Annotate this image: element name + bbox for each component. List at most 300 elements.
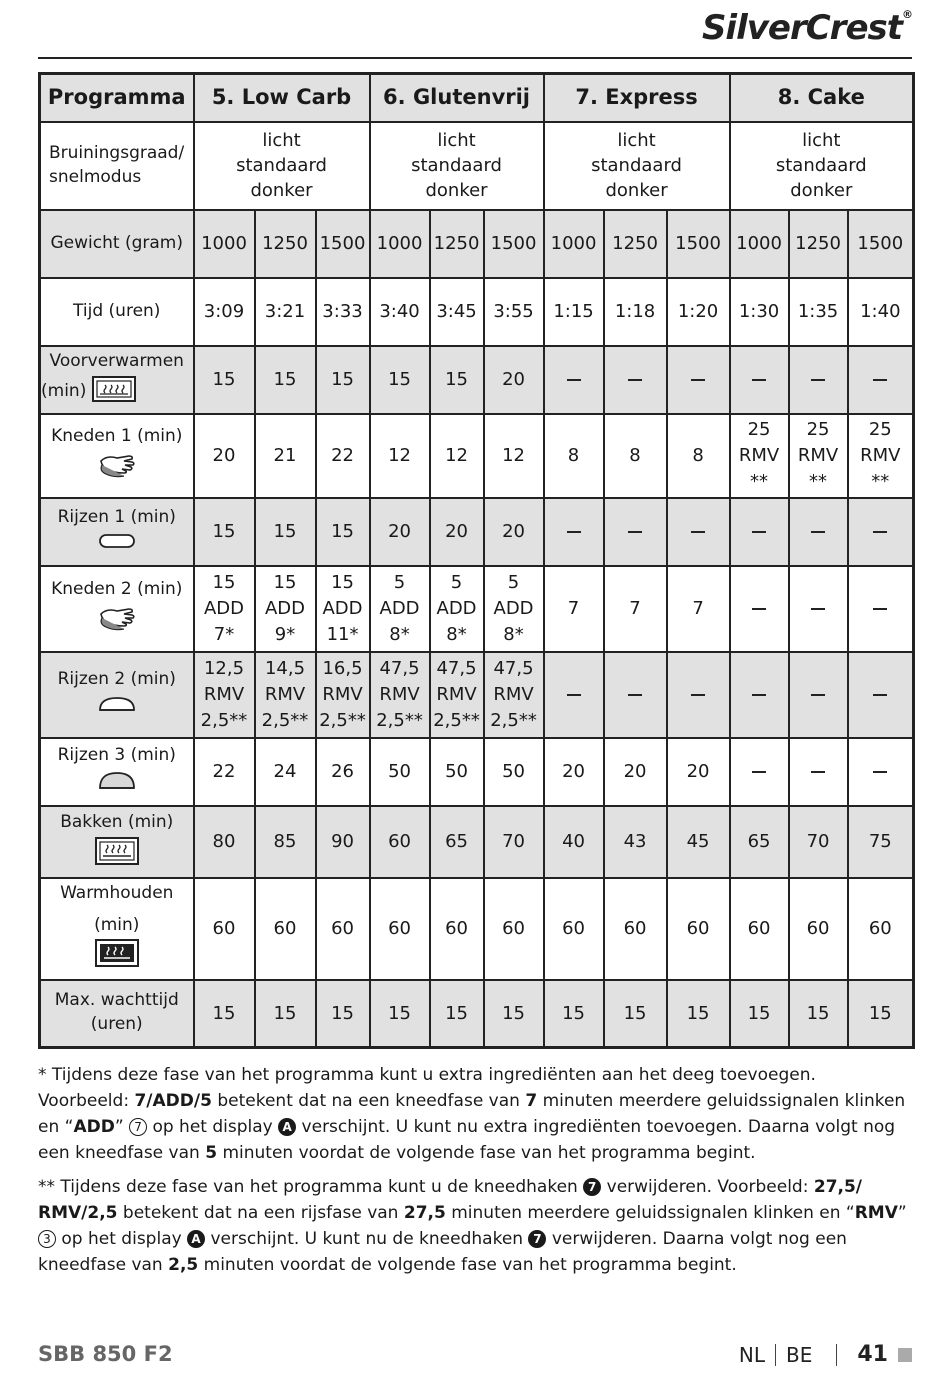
footer-model-number: SBB 850 F2 (38, 1342, 173, 1366)
table-cell: 60 (370, 806, 430, 878)
browning-option: standaard (411, 154, 502, 176)
table-cell (194, 652, 255, 738)
browning-option: licht (262, 129, 301, 151)
preheat-icon (92, 376, 136, 410)
table-cell: 12 (484, 414, 544, 498)
table-cell: 75 (848, 806, 914, 878)
dough-rise-high-icon (41, 770, 193, 800)
table-cell: 7 (544, 566, 604, 652)
table-cell: 15 (255, 498, 316, 566)
row-label-line: Kneden 1 (min) (51, 425, 183, 446)
table-cell: 8 (667, 414, 730, 498)
dash-mark (628, 531, 642, 533)
table-cell (667, 652, 730, 738)
row-label-line: Rijzen 2 (min) (57, 668, 176, 689)
table-cell (789, 738, 848, 806)
table-cell: 60 (194, 878, 255, 980)
footer-page-info (739, 1342, 912, 1367)
cell-line: 47,5 (436, 657, 477, 679)
note-text: verschijnt. U kunt nu extra ingrediënten toevoegen. Daarna volgt nog een kneedfase van (38, 1117, 896, 1163)
browning-option: licht (802, 129, 841, 151)
note-bold: 7/ADD/5 (134, 1091, 212, 1111)
table-cell: 1500 (848, 210, 914, 278)
table-cell: 15 (544, 980, 604, 1048)
circled-number-7-icon: 7 (583, 1178, 601, 1196)
table-cell: 15 (789, 980, 848, 1048)
table-cell: 60 (316, 878, 370, 980)
table-cell: 20 (667, 738, 730, 806)
note-bold: 2,5 (168, 1255, 199, 1275)
row-label-bake (40, 806, 194, 878)
circled-letter-a-icon: A (187, 1230, 205, 1248)
browning-label-line: snelmodus (49, 166, 142, 187)
dash-mark (873, 771, 887, 773)
note-text: ** Tijdens deze fase van het programma kunt u de kneedhaken (38, 1177, 584, 1197)
table-cell: 20 (484, 346, 544, 414)
table-cell: 85 (255, 806, 316, 878)
browning-option: standaard (775, 154, 867, 176)
table-cell (604, 498, 667, 566)
table-cell: 60 (370, 878, 430, 980)
cell-line: 15 (212, 571, 236, 593)
row-label-line: Gewicht (gram) (50, 232, 183, 253)
circled-number-7-icon: 7 (129, 1118, 147, 1136)
circled-number-7-icon: 7 (528, 1230, 546, 1248)
cell-line: ADD (493, 597, 534, 619)
bake-icon (41, 837, 193, 873)
table-row-rise1 (40, 498, 914, 566)
cell-line: ADD (203, 597, 245, 619)
dash-mark (752, 771, 766, 773)
dash-mark (873, 608, 887, 610)
row-label-time (40, 278, 194, 346)
row-label-line-text: (min) (41, 380, 87, 401)
note-text: verwijderen. Voorbeeld: (601, 1177, 814, 1197)
note-bold: 5 (205, 1143, 218, 1163)
cell-line: 2,5** (200, 709, 248, 731)
note-bold: 27,5/ RMV/2,5 (38, 1177, 863, 1223)
cell-line: ADD (322, 597, 363, 619)
table-cell (848, 652, 914, 738)
note-text: minuten meerdere geluidssignalen klinken en “ (445, 1203, 855, 1223)
circled-letter-a-icon: A (278, 1118, 296, 1136)
dash-mark (567, 531, 581, 533)
table-cell: 1:15 (544, 278, 604, 346)
cell-line: ADD (436, 597, 477, 619)
table-cell: 3:55 (484, 278, 544, 346)
browning-options (194, 122, 370, 210)
table-cell (604, 652, 667, 738)
table-cell (544, 346, 604, 414)
table-cell: 65 (430, 806, 484, 878)
table-cell (848, 498, 914, 566)
cell-line: RMV (797, 444, 839, 466)
table-cell: 15 (430, 980, 484, 1048)
cell-line: RMV (738, 444, 780, 466)
header-program-7: 7. Express (544, 74, 730, 122)
table-cell (316, 566, 370, 652)
table-cell: 1250 (604, 210, 667, 278)
cell-line: 8* (446, 623, 467, 645)
table-cell: 65 (730, 806, 789, 878)
table-cell (370, 566, 430, 652)
dough-rise-mid-icon (41, 694, 193, 722)
table-cell: 20 (544, 738, 604, 806)
header-programma: Programma (40, 74, 194, 122)
table-cell: 15 (848, 980, 914, 1048)
row-label-line: Tijd (uren) (73, 300, 161, 321)
table-cell (730, 738, 789, 806)
note-text: minuten meerdere geluidssignalen klinken en “ (38, 1091, 906, 1137)
table-cell: 15 (667, 980, 730, 1048)
table-cell (848, 346, 914, 414)
dash-mark (752, 608, 766, 610)
table-cell (789, 566, 848, 652)
knead-hand-icon (41, 451, 193, 487)
table-cell (848, 738, 914, 806)
row-label-line: Rijzen 3 (min) (57, 744, 176, 765)
table-cell (730, 346, 789, 414)
table-cell: 90 (316, 806, 370, 878)
table-cell (484, 652, 544, 738)
keep-warm-icon (41, 939, 193, 975)
row-label-line: Voorverwarmen (49, 350, 184, 371)
footnotes (38, 1062, 912, 1286)
table-cell: 8 (544, 414, 604, 498)
cell-line: 9* (274, 623, 296, 645)
table-cell (730, 566, 789, 652)
table-cell: 50 (484, 738, 544, 806)
cell-line: RMV (860, 444, 901, 466)
row-label-line: Rijzen 1 (min) (57, 506, 176, 527)
table-cell: 26 (316, 738, 370, 806)
table-cell: 1:40 (848, 278, 914, 346)
table-cell: 60 (730, 878, 789, 980)
footer-square-marker (898, 1348, 912, 1362)
table-cell: 1000 (194, 210, 255, 278)
note-text: minuten voordat de volgende fase van het programma begint. (217, 1143, 756, 1163)
table-cell: 15 (194, 980, 255, 1048)
browning-option: licht (437, 129, 476, 151)
table-row-preheat (40, 346, 914, 414)
table-cell: 60 (544, 878, 604, 980)
table-cell (484, 566, 544, 652)
table-cell: 15 (194, 498, 255, 566)
cell-line: 25 (806, 418, 830, 440)
knead-hand-icon (41, 604, 193, 640)
browning-option: donker (605, 180, 668, 202)
table-cell: 1:35 (789, 278, 848, 346)
cell-line: 5 (507, 571, 520, 593)
table-row-maxwait (40, 980, 914, 1048)
row-label-knead1 (40, 414, 194, 498)
note-text: ” (897, 1203, 907, 1223)
table-cell: 15 (484, 980, 544, 1048)
browning-option: donker (425, 180, 488, 202)
table-cell (430, 652, 484, 738)
table-cell (848, 414, 914, 498)
cell-line: 2,5** (261, 709, 309, 731)
dash-mark (691, 379, 705, 381)
browning-options (544, 122, 730, 210)
footer-page-number: 41 (857, 1342, 888, 1367)
cell-line: 8* (503, 623, 524, 645)
table-cell: 15 (194, 346, 255, 414)
table-cell: 21 (255, 414, 316, 498)
row-label-rise1 (40, 498, 194, 566)
table-cell: 20 (484, 498, 544, 566)
table-cell: 1000 (544, 210, 604, 278)
table-cell: 60 (430, 878, 484, 980)
table-cell: 60 (484, 878, 544, 980)
table-cell: 7 (667, 566, 730, 652)
browning-options (370, 122, 544, 210)
cell-line: ADD (379, 597, 420, 619)
browning-option: standaard (236, 154, 327, 176)
note-bold: 27,5 (403, 1203, 446, 1223)
top-divider (38, 57, 912, 59)
browning-option: donker (250, 180, 313, 202)
table-cell (667, 346, 730, 414)
cell-line: 5 (393, 571, 406, 593)
table-cell: 50 (370, 738, 430, 806)
table-cell (544, 652, 604, 738)
table-cell: 20 (370, 498, 430, 566)
program-table (38, 72, 915, 1049)
table-cell (789, 414, 848, 498)
row-label-line: (min) (94, 914, 140, 935)
note-text: ” (114, 1117, 130, 1137)
table-cell: 15 (255, 980, 316, 1048)
table-cell: 50 (430, 738, 484, 806)
table-cell: 60 (667, 878, 730, 980)
table-cell (544, 498, 604, 566)
table-cell: 15 (316, 498, 370, 566)
table-cell: 3:21 (255, 278, 316, 346)
table-cell: 1:20 (667, 278, 730, 346)
table-cell: 1500 (667, 210, 730, 278)
dash-mark (628, 694, 642, 696)
note-text: betekent dat na een kneedfase van (211, 1091, 526, 1111)
row-label-weight (40, 210, 194, 278)
table-cell: 24 (255, 738, 316, 806)
cell-line: 2,5** (376, 709, 423, 731)
table-cell: 70 (789, 806, 848, 878)
note-bold: ADD (73, 1117, 115, 1137)
row-label-line: Kneden 2 (min) (51, 578, 183, 599)
table-cell: 15 (316, 346, 370, 414)
browning-option: standaard (591, 154, 682, 176)
brand-logo: SilverCrest® (701, 8, 912, 48)
table-cell (730, 498, 789, 566)
footnote-rmv (38, 1174, 912, 1278)
cell-line: RMV (379, 683, 420, 705)
table-cell: 3:33 (316, 278, 370, 346)
cell-line: 15 (273, 571, 297, 593)
table-cell (316, 652, 370, 738)
table-cell: 1250 (789, 210, 848, 278)
row-label-knead2 (40, 566, 194, 652)
cell-line: 2,5** (319, 709, 366, 731)
cell-line: 14,5 (264, 657, 306, 679)
dash-mark (811, 531, 825, 533)
table-cell: 40 (544, 806, 604, 878)
table-cell (255, 652, 316, 738)
table-cell: 15 (316, 980, 370, 1048)
dash-mark (752, 379, 766, 381)
dash-mark (567, 379, 581, 381)
row-label-line: Bakken (min) (60, 811, 174, 832)
dash-mark (752, 694, 766, 696)
cell-line: 2,5** (433, 709, 480, 731)
table-cell (194, 566, 255, 652)
table-cell: 20 (604, 738, 667, 806)
footer-lang-nl: NL (738, 1342, 766, 1367)
dash-mark (811, 694, 825, 696)
footnote-add (38, 1062, 912, 1166)
table-cell: 7 (604, 566, 667, 652)
table-cell: 3:09 (194, 278, 255, 346)
table-cell: 1500 (316, 210, 370, 278)
cell-line: 47,5 (379, 657, 420, 679)
header-program-5: 5. Low Carb (194, 74, 370, 122)
table-cell: 15 (604, 980, 667, 1048)
dash-mark (811, 608, 825, 610)
cell-line: ** (809, 470, 828, 492)
table-cell: 60 (604, 878, 667, 980)
table-cell: 1000 (730, 210, 789, 278)
table-cell: 8 (604, 414, 667, 498)
table-row-knead2 (40, 566, 914, 652)
row-label-preheat (40, 346, 194, 414)
table-cell (667, 498, 730, 566)
note-text: op het display (147, 1117, 279, 1137)
cell-line: 5 (450, 571, 463, 593)
table-cell (789, 498, 848, 566)
row-label-line: Max. wachttijd (54, 990, 179, 1011)
cell-line: RMV (203, 683, 245, 705)
table-cell (789, 346, 848, 414)
table-row-time (40, 278, 914, 346)
table-cell: 15 (370, 980, 430, 1048)
dash-mark (811, 379, 825, 381)
dash-mark (628, 379, 642, 381)
brand-logo-text: SilverCrest (701, 8, 902, 48)
header-program-8: 8. Cake (730, 74, 914, 122)
cell-line: RMV (493, 683, 534, 705)
cell-line: RMV (322, 683, 363, 705)
dash-mark (691, 694, 705, 696)
cell-line: ADD (264, 597, 306, 619)
table-row-weight (40, 210, 914, 278)
dash-mark (567, 694, 581, 696)
table-cell (848, 566, 914, 652)
dash-mark (873, 379, 887, 381)
table-cell: 3:40 (370, 278, 430, 346)
browning-label (40, 122, 194, 210)
cell-line: 12,5 (203, 657, 245, 679)
table-cell: 45 (667, 806, 730, 878)
table-cell: 15 (430, 346, 484, 414)
dash-mark (873, 694, 887, 696)
row-label-maxwait (40, 980, 194, 1048)
row-label-line (41, 374, 193, 410)
table-cell: 60 (848, 878, 914, 980)
table-cell: 60 (255, 878, 316, 980)
table-cell: 1000 (370, 210, 430, 278)
note-bold: 7 (525, 1091, 538, 1111)
table-cell: 60 (789, 878, 848, 980)
circled-number-3-icon: 3 (38, 1230, 56, 1248)
dash-mark (811, 771, 825, 773)
table-cell: 3:45 (430, 278, 484, 346)
table-row-rise3 (40, 738, 914, 806)
cell-line: RMV (264, 683, 306, 705)
note-text: betekent dat na een rijsfase van (117, 1203, 404, 1223)
table-cell: 1250 (255, 210, 316, 278)
footer-lang-be: BE (786, 1342, 813, 1367)
cell-line: 25 (868, 418, 892, 440)
cell-line: ** (871, 470, 890, 492)
note-text: op het display (56, 1229, 188, 1249)
table-cell (255, 566, 316, 652)
table-row-bake (40, 806, 914, 878)
cell-line: 7* (213, 623, 235, 645)
table-cell: 20 (430, 498, 484, 566)
table-cell: 15 (255, 346, 316, 414)
browning-option: donker (790, 180, 853, 202)
browning-options (730, 122, 914, 210)
cell-line: ** (750, 470, 769, 492)
note-text: verschijnt. U kunt nu de kneedhaken (205, 1229, 529, 1249)
table-cell: 15 (730, 980, 789, 1048)
dash-mark (873, 531, 887, 533)
table-cell (730, 652, 789, 738)
table-cell (430, 566, 484, 652)
row-label-keepwarm (40, 878, 194, 980)
table-cell: 1500 (484, 210, 544, 278)
table-cell: 12 (430, 414, 484, 498)
note-text: minuten voordat de volgende fase van het programma begint. (198, 1255, 737, 1275)
table-row-knead1 (40, 414, 914, 498)
table-cell: 1:30 (730, 278, 789, 346)
cell-line: 16,5 (322, 657, 363, 679)
dough-rise-low-icon (41, 532, 193, 558)
note-text: verwijderen. Daarna volgt nog een kneedfase van (38, 1229, 847, 1275)
table-cell: 22 (316, 414, 370, 498)
table-cell (604, 346, 667, 414)
table-cell: 12 (370, 414, 430, 498)
cell-line: 47,5 (493, 657, 534, 679)
table-cell (370, 652, 430, 738)
footer-separator (775, 1344, 776, 1366)
table-cell: 20 (194, 414, 255, 498)
table-cell: 43 (604, 806, 667, 878)
cell-line: 11* (326, 623, 359, 645)
row-label-rise2 (40, 652, 194, 738)
table-cell: 22 (194, 738, 255, 806)
cell-line: 15 (331, 571, 354, 593)
row-label-line: (uren) (90, 1014, 143, 1035)
cell-line: 25 (747, 418, 771, 440)
cell-line: RMV (436, 683, 477, 705)
cell-line: 2,5** (490, 709, 537, 731)
table-cell (789, 652, 848, 738)
table-cell: 80 (194, 806, 255, 878)
cell-line: 8* (389, 623, 410, 645)
note-bold: RMV (854, 1203, 898, 1223)
browning-option: licht (617, 129, 656, 151)
